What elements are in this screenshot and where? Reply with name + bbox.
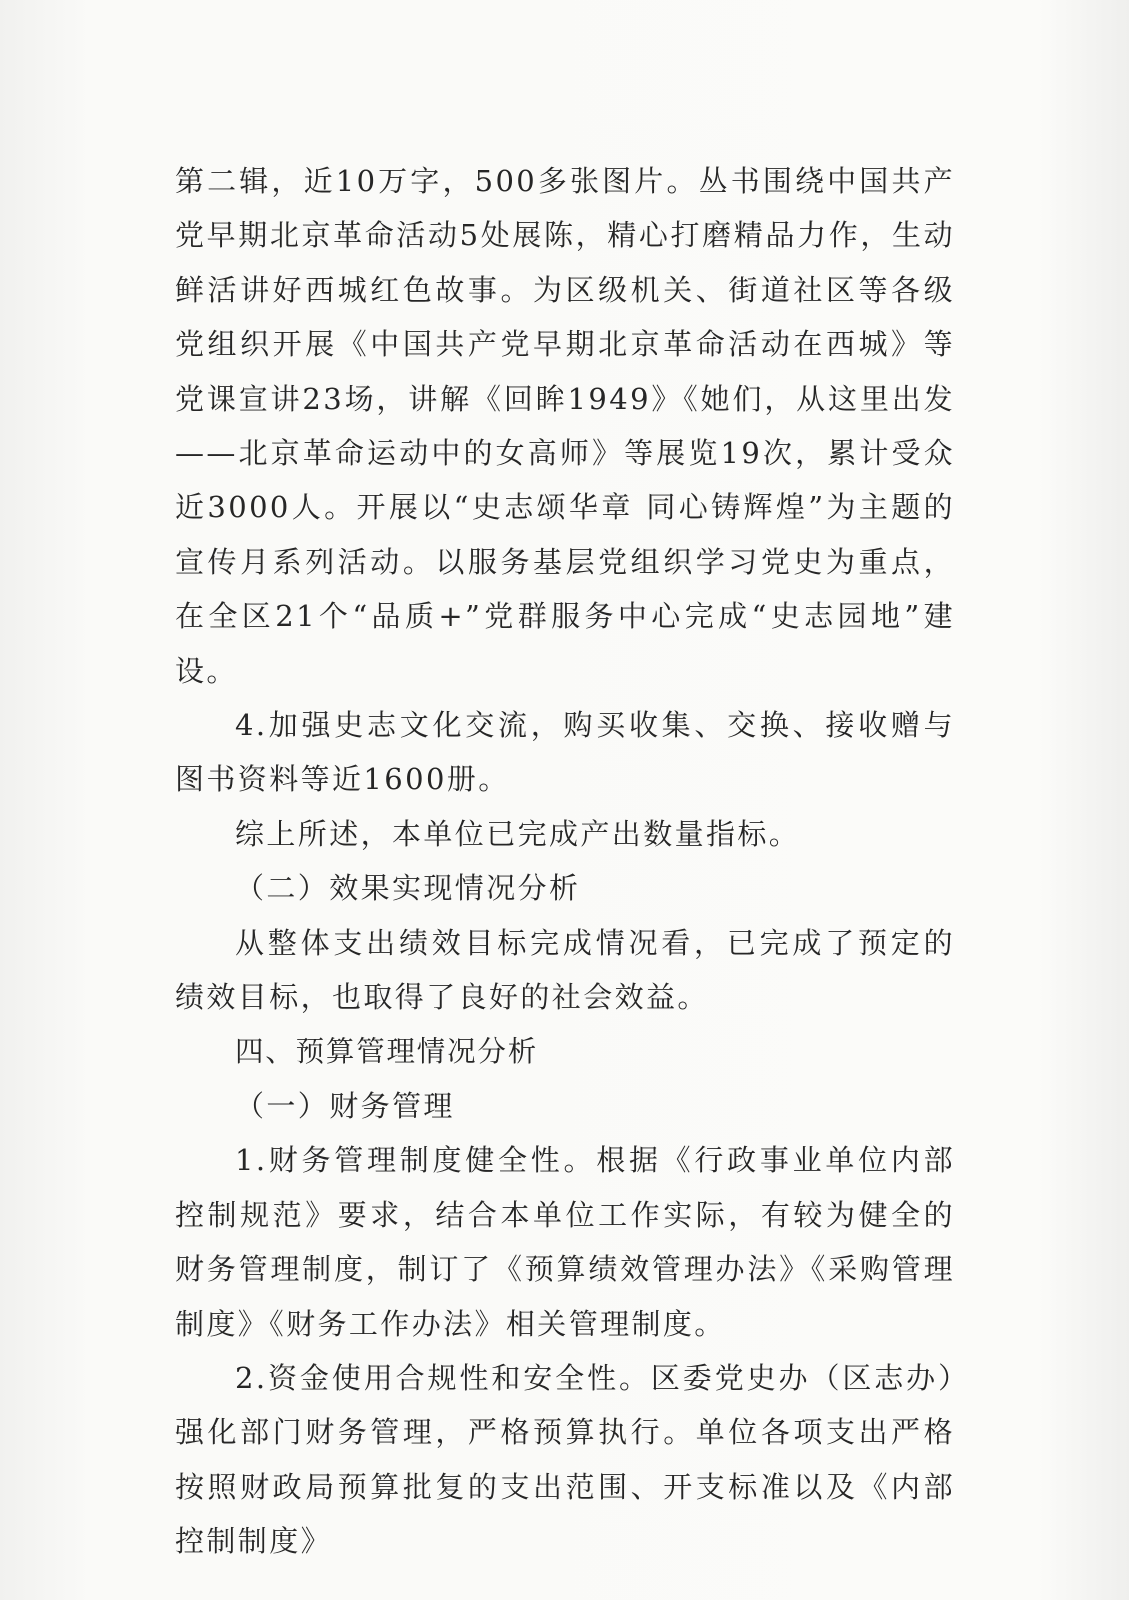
paragraph-item-2: 2.资金使用合规性和安全性。区委党史办（区志办）强化部门财务管理，严格预算执行。单位各项支出严格按照财政局预算批复的支出范围、开支标准以及《内部控制制度》 <box>175 1360 955 1559</box>
paragraph-effect: 从整体支出绩效目标完成情况看，已完成了预定的绩效目标，也取得了良好的社会效益。 <box>175 925 955 1015</box>
paragraph-item-4: 4.加强史志文化交流，购买收集、交换、接收赠与图书资料等近1600册。 <box>175 708 955 797</box>
paragraph-continuation: 第二辑，近10万字，500多张图片。丛书围绕中国共产党早期北京革命活动5处展陈，精心打磨精品力作，生动鲜活讲好西城红色故事。为区级机关、街道社区等各级党组织开展《中国共产党早期北京革命活动在西城》等党课宣讲23场，讲解《回眸1949》《她们，从这里出发——北京革命运动中的女高师》等展览19次，累计受众近3000人。开展以“史志颂华章 同心铸辉煌”为主题的宣传月系列活动。以服务基层党组织学习党史为重点，在全区21个“品质+”党群服务中心完成“史志园地”建设。 <box>175 164 955 688</box>
section-heading-budget-management: 四、预算管理情况分析 <box>235 1034 539 1068</box>
subheading-financial-management: （一）财务管理 <box>235 1088 455 1123</box>
document-body <box>175 154 955 1569</box>
paragraph-item-1: 1.财务管理制度健全性。根据《行政事业单位内部控制规范》要求，结合本单位工作实际，有较为健全的财务管理制度，制订了《预算绩效管理办法》《采购管理制度》《财务工作办法》相关管理制度。 <box>175 1143 955 1341</box>
subheading-effect-analysis: （二）效果实现情况分析 <box>235 871 581 906</box>
paragraph-summary: 综上所述，本单位已完成产出数量指标。 <box>235 816 801 851</box>
